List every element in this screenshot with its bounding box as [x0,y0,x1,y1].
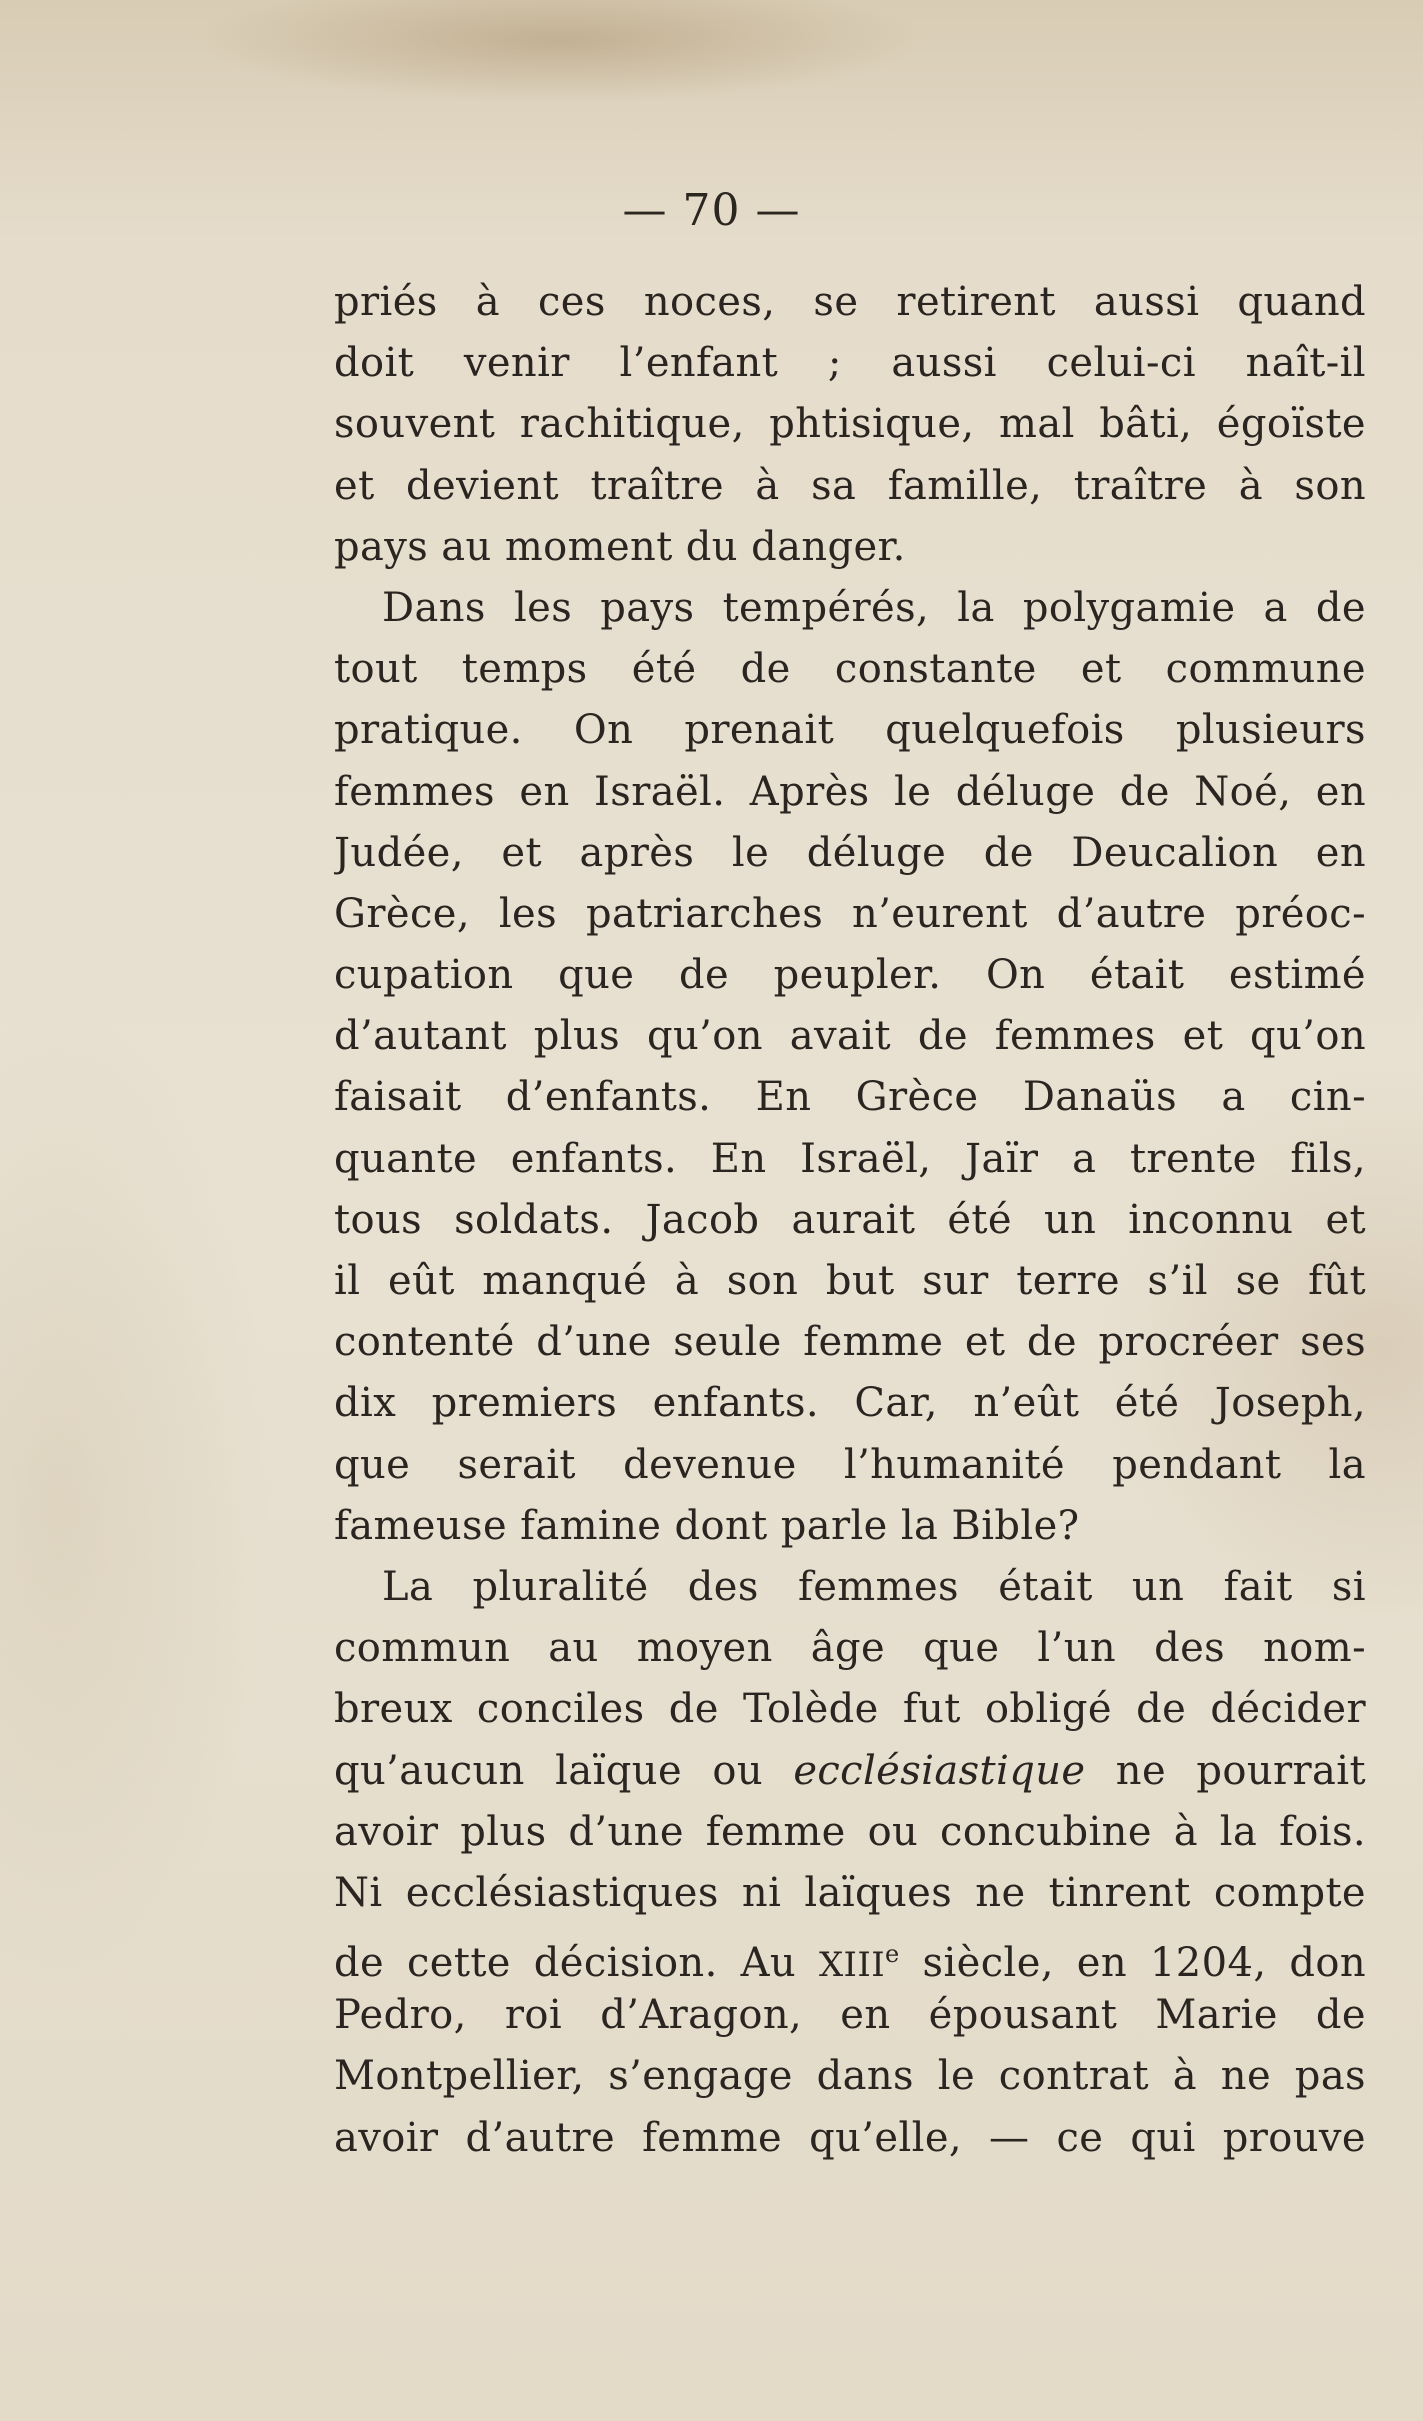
text-line: fameuse famine dont parle la Bible? [334,1502,1080,1549]
text-segment: siècle, en 1204, don [922,1940,1366,1986]
text-segment: de cette décision. Au [334,1940,797,1986]
text-line: commun au moyen âge que l’un des nom- [334,1625,1366,1672]
page-number: — 70 — [622,185,801,236]
text-line: tout temps été de constante et commune [334,646,1366,693]
text-line: breux conciles de Tolède fut obligé de décider [334,1686,1366,1733]
century-numeral: XIII [818,1945,886,1986]
text-segment: ne pourrait [1115,1747,1366,1794]
text-line: dix premiers enfants. Car, n’eût été Joseph, [334,1380,1366,1427]
paragraph-start-line: La pluralité des femmes était un fait si [382,1563,1366,1610]
text-line: Montpellier, s’engage dans le contrat à ne pas [334,2053,1366,2100]
text-line: il eût manqué à son but sur terre s’il se fût [334,1258,1366,1304]
text-line: avoir d’autre femme qu’elle, — ce qui prouve [334,2114,1366,2161]
text-line: tous soldats. Jacob aurait été un inconnu et [334,1196,1366,1243]
text-line: pays au moment du danger. [334,523,906,570]
text-line-with-italic [334,1741,1366,1802]
text-line: pratique. On prenait quelquefois plusieurs [334,707,1366,754]
text-line: avoir plus d’une femme ou concubine à la fois. [334,1808,1366,1855]
text-line: contenté d’une seule femme et de procréer ses [334,1319,1366,1366]
text-line: Grèce, les patriarches n’eurent d’autre préoc- [334,890,1366,937]
text-line: Ni ecclésiastiques ni laïques ne tinrent compte [334,1869,1366,1916]
text-line-with-superscript [334,1924,1366,1985]
superscript: e [885,1940,900,1969]
text-line: d’autant plus qu’on avait de femmes et qu’on [334,1013,1366,1060]
text-line: Pedro, roi d’Aragon, en épousant Marie de [334,1992,1366,2039]
text-line: quante enfants. En Israël, Jaïr a trente fils, [334,1135,1366,1182]
text-line: cupation que de peupler. On était estimé [334,952,1366,999]
body-text [334,272,1366,2169]
text-line: et devient traître à sa famille, traître à son [334,462,1366,509]
italic-word: ecclésiastique [793,1747,1086,1794]
text-line: doit venir l’enfant ; aussi celui-ci naît-il [334,340,1366,387]
text-line: Judée, et après le déluge de Deucalion en [334,829,1366,876]
text-line: souvent rachitique, phtisique, mal bâti, égoïste [334,401,1366,448]
text-line: femmes en Israël. Après le déluge de Noé, en [334,768,1366,815]
text-segment: qu’aucun laïque ou [334,1747,763,1794]
text-line: priés à ces noces, se retirent aussi quand [334,279,1366,325]
text-line: faisait d’enfants. En Grèce Danaüs a cin- [334,1074,1366,1121]
paragraph-start-line: Dans les pays tempérés, la polygamie a de [382,584,1366,631]
text-line: que serait devenue l’humanité pendant la [334,1441,1366,1488]
